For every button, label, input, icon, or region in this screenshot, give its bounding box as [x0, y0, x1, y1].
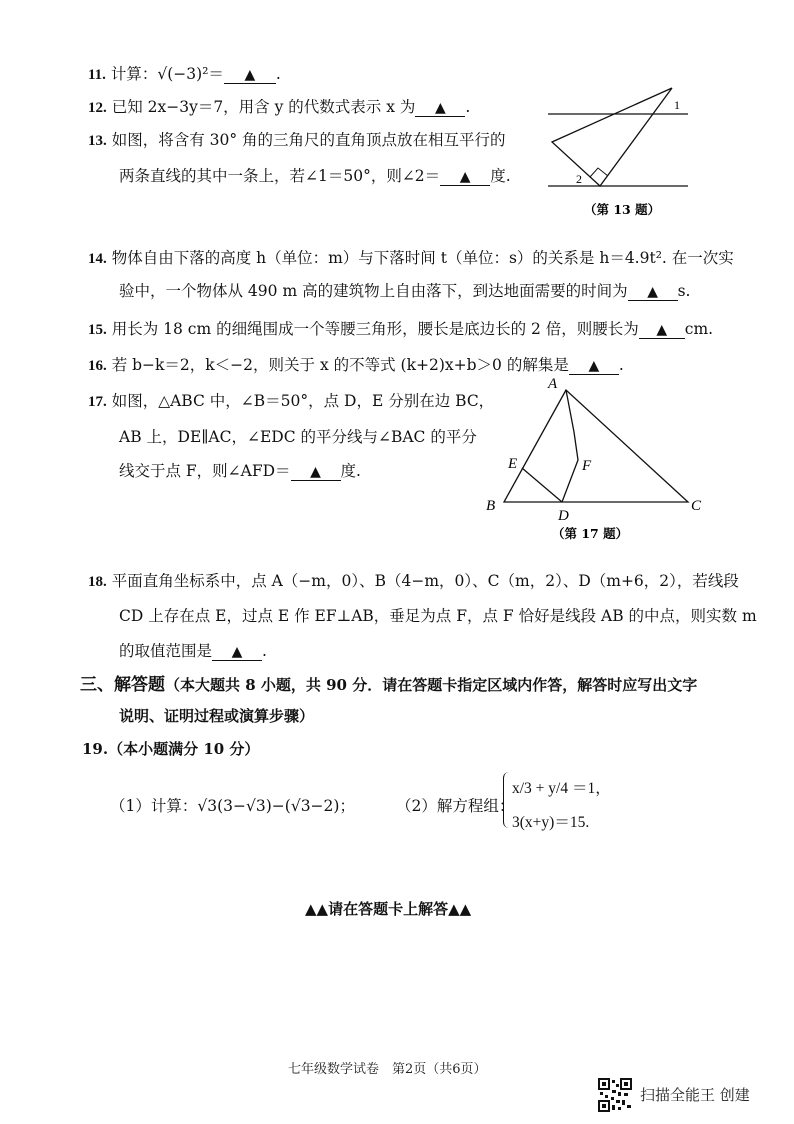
question-17-line3 [119, 459, 361, 481]
question-number: 17. [88, 394, 107, 410]
question-text: 如图，△ABC 中，∠B＝50°，点 D，E 分别在边 BC， [111, 392, 495, 410]
question-17-line1 [88, 389, 494, 411]
question-end: 度. [490, 167, 511, 185]
question-19-part1 [110, 794, 355, 816]
question-end: s. [677, 282, 691, 300]
question-13-line2 [119, 164, 511, 186]
question-end: . [262, 642, 267, 660]
section-description-cont: 说明、证明过程或演算步骤） [119, 707, 315, 725]
answer-blank: ▲ [628, 284, 678, 301]
scanner-watermark [640, 1084, 750, 1105]
part-2-text: （2）解方程组： [396, 797, 515, 815]
question-18-line2 [119, 604, 757, 626]
equation-1-text: x/3 + y/4 ＝1， [512, 780, 611, 797]
triangle-abc [504, 390, 688, 502]
question-11 [88, 62, 281, 84]
question-text: 的取值范围是 [119, 642, 213, 660]
question-number: 16. [88, 358, 107, 374]
footer-text: 七年级数学试卷 第2页（共6页） [288, 1062, 487, 1077]
question-number: 18. [88, 574, 107, 590]
set-square-triangle [552, 88, 672, 186]
question-12 [88, 95, 470, 117]
question-end: cm. [684, 320, 714, 338]
answer-blank: ▲ [440, 169, 490, 186]
point-b-label: B [486, 498, 496, 514]
question-13-line1 [88, 128, 506, 150]
answer-blank: ▲ [224, 67, 276, 84]
question-end: 度. [340, 462, 361, 480]
question-text: 两条直线的其中一条上，若∠1＝50°，则∠2＝ [119, 167, 441, 185]
equation-2 [512, 810, 589, 832]
question-17-line2 [119, 425, 477, 447]
question-text: 平面直角坐标系中，点 A（−m，0）、B（4−m，0）、C（m，2）、D（m+6，2），若线段 [111, 572, 739, 590]
question-text: CD 上存在点 E，过点 E 作 EF⊥AB，垂足为点 F，点 F 恰好是线段 AB 的中点，则实数 m [119, 607, 757, 625]
question-number: 13. [88, 133, 107, 149]
section-3-desc-line2 [119, 705, 314, 726]
segment-de [522, 468, 562, 502]
figure-caption: （第 13 题） [584, 202, 661, 217]
scanner-text: 扫描全能王 创建 [640, 1086, 750, 1104]
question-19-head [82, 738, 259, 759]
point-e-label: E [508, 456, 518, 472]
section-3-header [80, 670, 697, 695]
point-a-label: A [548, 376, 558, 392]
question-14-line2 [119, 279, 690, 301]
point-f-label: F [582, 458, 592, 474]
equation-1 [512, 776, 611, 798]
question-text: 物体自由下落的高度 h（单位：m）与下落时间 t（单位：s）的关系是 h＝4.9t². 在一次实 [111, 249, 734, 267]
qr-code-icon [598, 1078, 632, 1112]
angle-1-label: 1 [674, 98, 680, 112]
equation-2-text: 3(x+y)＝15. [512, 814, 590, 831]
question-text: 用长为 18 cm 的细绳围成一个等腰三角形，腰长是底边长的 2 倍，则腰长为 [111, 320, 639, 338]
question-end: . [618, 356, 624, 374]
question-text: 验中，一个物体从 490 m 高的建筑物上自由落下，到达地面需要的时间为 [119, 282, 628, 300]
figure-13 [540, 82, 700, 222]
question-19-part2 [396, 794, 514, 816]
figure-caption: （第 17 题） [552, 526, 629, 541]
answer-blank: ▲ [569, 358, 619, 375]
question-18-line3 [119, 639, 267, 661]
point-d-label: D [558, 508, 569, 524]
question-number: 15. [88, 322, 107, 338]
section-title: 三、解答题 [80, 675, 165, 695]
question-14-line1 [88, 246, 734, 268]
question-number: 11. [88, 67, 106, 83]
question-18-line1 [88, 569, 739, 591]
question-heading: 19.（本小题满分 10 分） [82, 740, 260, 758]
question-end: . [275, 65, 281, 83]
question-number: 12. [88, 100, 107, 116]
equation-brace [503, 772, 512, 828]
bisector-lines [562, 390, 578, 502]
question-end: . [465, 98, 471, 116]
question-text: 已知 2x−3y＝7，用含 y 的代数式表示 x 为 [111, 98, 416, 116]
question-text: 计算：√(−3)²＝ [110, 65, 224, 83]
question-number: 14. [88, 251, 107, 267]
question-text: 若 b−k＝2，k＜−2，则关于 x 的不等式 (k+2)x+b＞0 的解集是 [111, 356, 569, 374]
answer-blank: ▲ [212, 644, 262, 661]
answer-blank: ▲ [639, 322, 685, 339]
angle-2-label: 2 [576, 172, 582, 186]
figure-17 [478, 372, 718, 544]
answer-blank: ▲ [291, 464, 341, 481]
answer-note-text: ▲▲请在答题卡上解答▲▲ [305, 900, 472, 918]
page-footer [288, 1058, 487, 1077]
right-angle-mark [590, 168, 608, 177]
question-text: 如图，将含有 30° 角的三角尺的直角顶点放在相互平行的 [111, 131, 506, 149]
question-text: AB 上，DE∥AC，∠EDC 的平分线与∠BAC 的平分 [119, 428, 477, 446]
question-15 [88, 317, 713, 339]
answer-on-card-note [305, 898, 471, 919]
section-description: （本大题共 8 小题，共 90 分．请在答题卡指定区域内作答，解答时应写出文字 [165, 676, 698, 694]
part-1-text: （1）计算：√3(3−√3)−(√3−2)； [110, 797, 355, 815]
answer-blank: ▲ [415, 100, 465, 117]
question-text: 线交于点 F，则∠AFD＝ [119, 462, 291, 480]
point-c-label: C [691, 498, 702, 514]
